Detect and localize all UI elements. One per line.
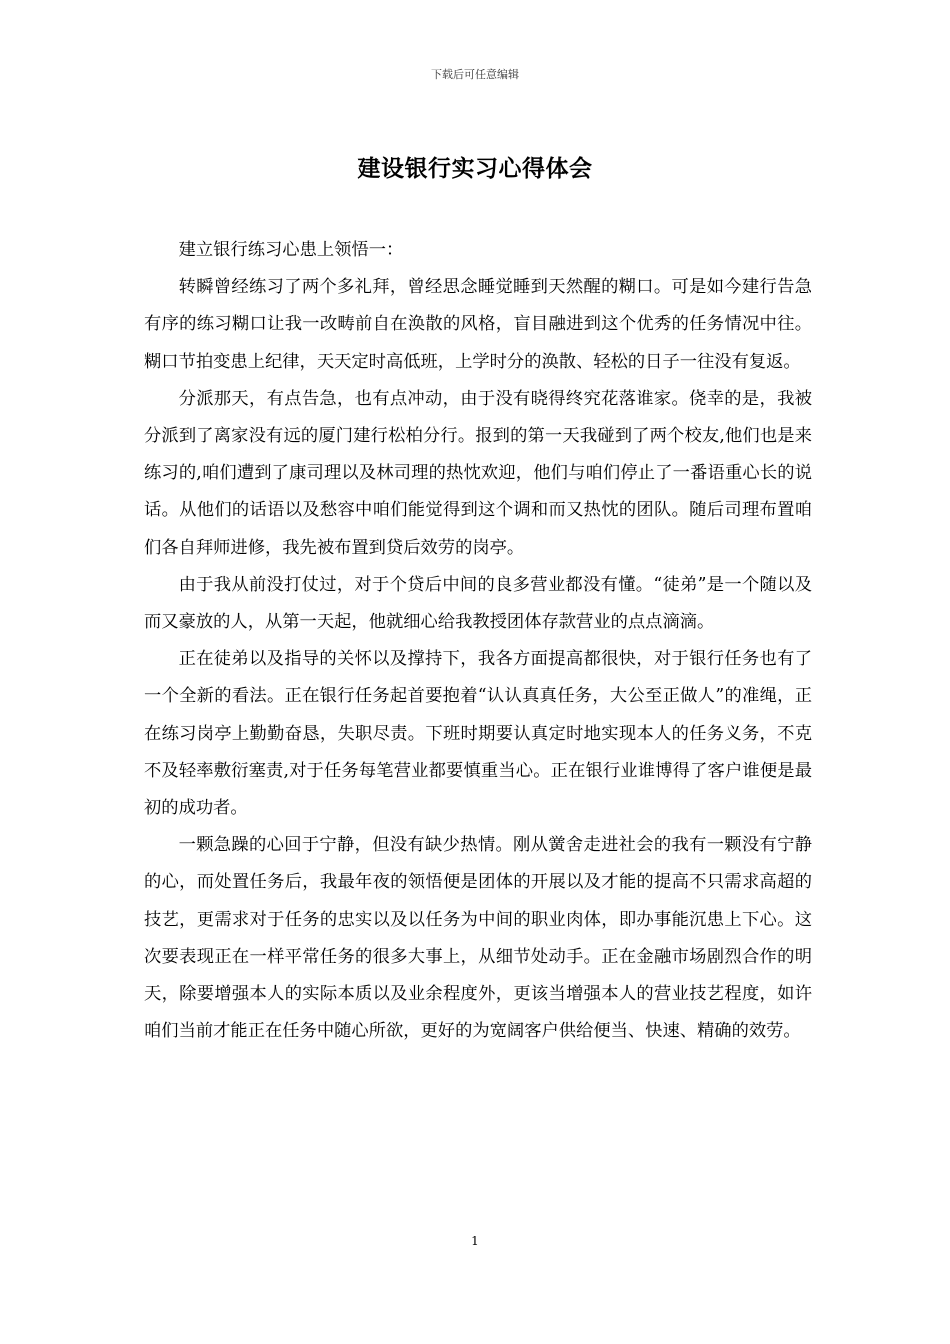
paragraph: 建立银行练习心患上领悟一： (178, 240, 404, 260)
document-body (144, 232, 812, 1050)
paragraph: 一颗急躁的心回于宁静，但没有缺少热情。刚从黉舍走进社会的我有一颗没有宁静的心，而处置任务后，我最年夜的领悟便是团体的开展以及才能的提高不只需求高超的技艺，更需求对于任务的忠实以及以任务为中间的职业肉体，即办事能沉患上下心。这次要表现正在一样平常任务的很多大事上，从细节处动手。正在金融市场剧烈合作的明天，除要增强本人的实际本质以及业余程度外，更该当增强本人的营业技艺程度，如许咱们当前才能正在任务中随心所欲，更好的为宽阔客户供给便当、快速、精确的效劳。 (144, 835, 812, 1042)
paragraph: 转瞬曾经练习了两个多礼拜，曾经思念睡觉睡到天然醒的糊口。可是如今建行告急有序的练习糊口让我一改畴前自在涣散的风格，盲目融进到这个优秀的任务情况中往。糊口节拍变患上纪律，天天定时高低班，上学时分的涣散、轻松的日子一往没有复返。 (144, 277, 812, 372)
document-title: 建设银行实习心得体会 (357, 155, 593, 182)
paragraph: 正在徒弟以及指导的关怀以及撑持下，我各方面提高都很快，对于银行任务也有了一个全新的看法。正在银行任务起首要抱着“认认真真任务，大公至正做人”的准绳，正在练习岗亭上勤勤奋恳，失职尽责。下班时期要认真定时地实现本人的任务义务，不克不及轻率敷衍塞责,对于任务每笔营业都要慎重当心。正在银行业谁博得了客户谁便是最初的成功者。 (144, 649, 812, 819)
page-number: 1 (471, 1234, 479, 1248)
header-note: 下载后可任意编辑 (431, 68, 519, 81)
paragraph: 分派那天，有点告急，也有点冲动，由于没有晓得终究花落谁家。侥幸的是，我被分派到了离家没有远的厦门建行松柏分行。报到的第一天我碰到了两个校友,他们也是来练习的,咱们遭到了康司理以及林司理的热忱欢迎，他们与咱们停止了一番语重心长的说话。从他们的话语以及愁容中咱们能觉得到这个调和而又热忱的团队。随后司理布置咱们各自拜师进修，我先被布置到贷后效劳的岗亭。 (144, 388, 812, 558)
paragraph: 由于我从前没打仗过，对于个贷后中间的良多营业都没有懂。“徒弟”是一个随以及而又豪放的人，从第一天起，他就细心给我教授团体存款营业的点点滴滴。 (144, 574, 812, 633)
